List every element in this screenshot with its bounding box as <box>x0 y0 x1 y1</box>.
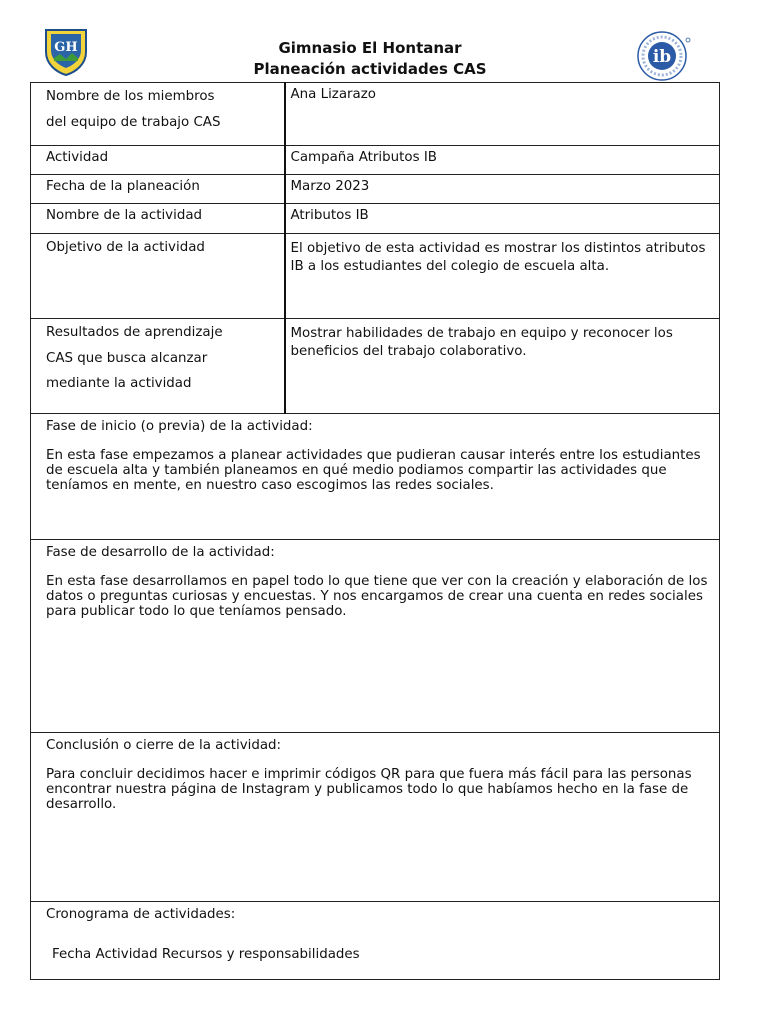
outcomes-value: Mostrar habilidades de trabajo en equipo y reconocer los beneficios del trabajo colaborativo. <box>285 319 720 414</box>
ib-logo <box>636 30 698 82</box>
development-phase-row <box>31 540 720 733</box>
conclusion-phase-body: Para concluir decidimos hacer e imprimir códigos QR para que fuera más fácil para las personas encontrar nuestra página de Instagram y publicamos todo lo que habíamos hecho en la fase de desarrollo. <box>46 767 692 813</box>
development-phase-title: Fase de desarrollo de la actividad: <box>46 545 275 560</box>
planning-date-value: Marzo 2023 <box>285 175 720 204</box>
start-phase-cell <box>31 414 720 540</box>
members-row <box>31 83 720 146</box>
activity-name-label: Nombre de la actividad <box>31 204 285 234</box>
title-block <box>170 38 570 80</box>
development-phase-cell <box>31 540 720 733</box>
objective-label: Objetivo de la actividad <box>31 234 285 319</box>
members-label-line2: del equipo de trabajo CAS <box>46 114 221 130</box>
outcomes-label-line1: Resultados de aprendizaje <box>46 325 223 340</box>
outcomes-label-line3: mediante la actividad <box>46 376 192 391</box>
conclusion-phase-row <box>31 733 720 902</box>
members-label <box>31 83 285 146</box>
svg-text:ib: ib <box>652 47 672 67</box>
members-value: Ana Lizarazo <box>285 83 720 146</box>
outcomes-row <box>31 319 720 414</box>
outcomes-label-line2: CAS que busca alcanzar <box>46 350 208 366</box>
conclusion-phase-title: Conclusión o cierre de la actividad: <box>46 738 282 753</box>
activity-label: Actividad <box>31 146 285 175</box>
school-name: Gimnasio El Hontanar <box>278 39 462 57</box>
start-phase-body: En esta fase empezamos a planear actividades que pudieran causar interés entre los estudiantes de escuela alta y también planeamos en qué medio podiamos compartir las actividades que teníamos en mente, en nuestro caso escogimos las redes sociales. <box>46 448 701 494</box>
school-crest-logo <box>42 28 90 76</box>
members-label-line1: Nombre de los miembros <box>46 89 215 104</box>
activity-name-value: Atributos IB <box>285 204 720 234</box>
activity-value: Campaña Atributos IB <box>285 146 720 175</box>
start-phase-title: Fase de inicio (o previa) de la actividad: <box>46 419 313 434</box>
activity-name-row <box>31 204 720 234</box>
schedule-columns: Fecha Actividad Recursos y responsabilidades <box>52 947 360 962</box>
conclusion-phase-cell <box>31 733 720 902</box>
svg-text:GH: GH <box>54 40 78 55</box>
document-title: Planeación actividades CAS <box>253 60 487 78</box>
schedule-cell <box>31 902 720 980</box>
document-header <box>0 0 768 82</box>
planning-date-label: Fecha de la planeación <box>31 175 285 204</box>
planning-date-row <box>31 175 720 204</box>
cas-planning-table <box>30 82 720 980</box>
schedule-row <box>31 902 720 980</box>
objective-row <box>31 234 720 319</box>
objective-value: El objetivo de esta actividad es mostrar los distintos atributos IB a los estudiantes del colegio de escuela alta. <box>285 234 720 319</box>
start-phase-row <box>31 414 720 540</box>
development-phase-body: En esta fase desarrollamos en papel todo lo que tiene que ver con la creación y elaboración de los datos o preguntas curiosas y encuestas. Y nos encargamos de crear una cuenta en redes sociales para publicar todo lo que teníamos pensado. <box>46 574 708 620</box>
activity-row <box>31 146 720 175</box>
outcomes-label <box>31 319 285 414</box>
schedule-title: Cronograma de actividades: <box>46 907 236 922</box>
